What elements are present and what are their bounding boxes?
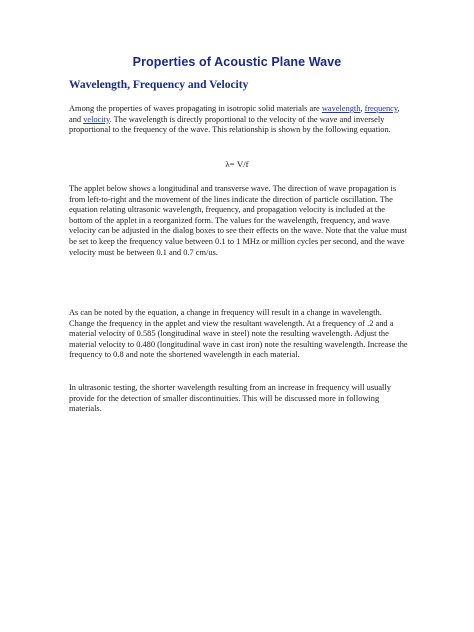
paragraph-intro-text-c: , and: [69, 104, 400, 124]
page-title: Properties of Acoustic Plane Wave: [132, 55, 342, 69]
wavelength-link[interactable]: wavelength: [321, 104, 361, 113]
frequency-link[interactable]: frequency: [364, 104, 398, 113]
paragraph-intro-text-d: . The wavelength is directly proportional to the velocity of the wave and inversely proportional to the frequency of the wave. This relationship is shown by the following equation.: [69, 114, 391, 135]
section-heading: Wavelength, Frequency and Velocity: [69, 79, 249, 91]
paragraph-intro: [69, 104, 409, 136]
paragraph-intro-text-b: ,: [360, 104, 365, 113]
velocity-link[interactable]: velocity: [83, 114, 110, 124]
paragraph-applet-description: The applet below shows a longitudinal and transverse wave. The direction of wave propagation is from left-to-right and the movement of the lines indicate the direction of particle oscillation. The equation relating ultrasonic wavelength, frequency, and propagation velocity is included at the bottom of the applet in a reorganized form. The values for the wavelength, frequency, and wave velocity can be adjusted in the dialog boxes to see their effects on the wave. Note that the value must be set to keep the frequency value between 0.1 to 1 MHz or million cycles per second, and the wave velocity must be between 0.1 and 0.7 cm/us.: [69, 184, 407, 257]
paragraph-intro-text-a: Among the properties of waves propagating in isotropic solid materials are: [69, 104, 322, 113]
wavelength-equation: λ= V/f: [225, 159, 249, 169]
paragraph-ultrasonic-testing: In ultrasonic testing, the shorter wavelength resulting from an increase in frequency will usually provide for the detection of smaller discontinuities. This will be discussed more in following materials.: [69, 383, 391, 414]
paragraph-frequency-change: As can be noted by the equation, a change in frequency will result in a change in wavelength. Change the frequency in the applet and view the resultant wavelength. At a frequency of .2 and a material velocity of 0.585 (longitudinal wave in steel) note the resulting wavelength. Adjust the material velocity to 0.480 (longitudinal wave in cast iron) note the resulting wavelength. Increase the frequency to 0.8 and note the shortened wavelength in each material.: [69, 308, 408, 360]
